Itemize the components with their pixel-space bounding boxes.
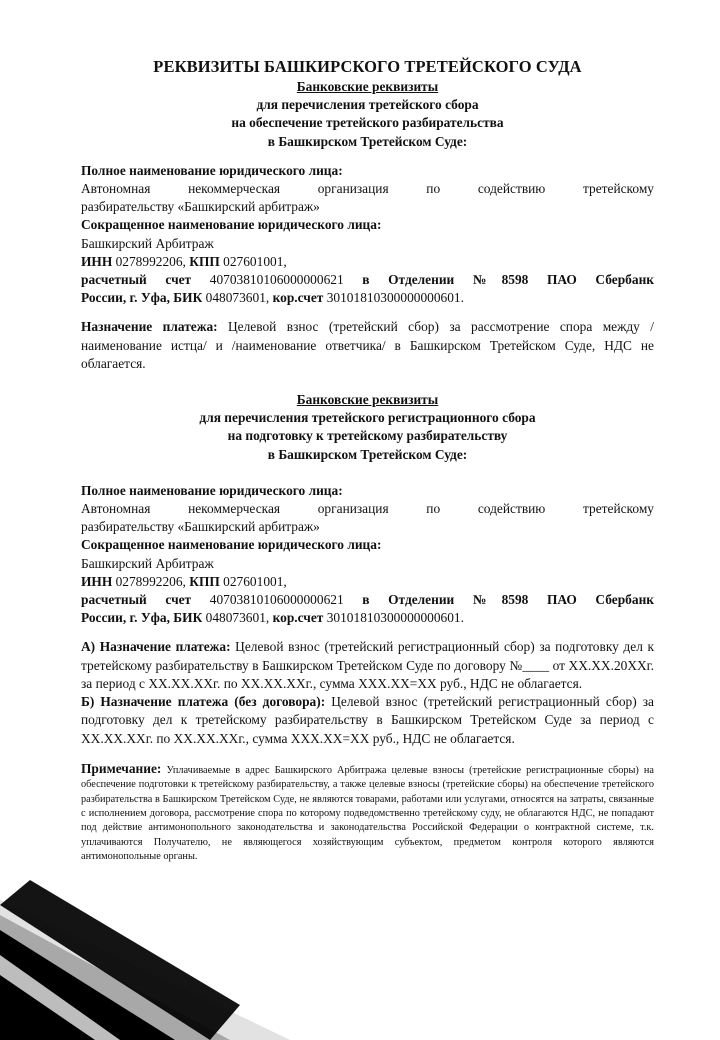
section2-heading	[81, 391, 654, 464]
section1-short-name-label: Сокращенное наименование юридического лица:	[81, 217, 382, 233]
corr-value: 30101810300000000601.	[323, 290, 464, 306]
account-label: расчетный счет	[81, 272, 192, 288]
document-page	[81, 56, 654, 865]
inn-value: 0278992206,	[112, 253, 190, 269]
section2-heading-underlined: Банковские реквизиты	[296, 392, 439, 408]
kpp-label: КПП	[189, 253, 220, 269]
purpose-text: Целевой взнос (третейский сбор) за рассмотрение спора между /наименование истца/ и /наименование ответчика/ в Башкирском Третейском Суде, НДС не облагается.	[81, 319, 655, 371]
section1-full-name-line2: разбирательству «Башкирский арбитраж»	[81, 199, 320, 215]
section2-inn-kpp	[81, 573, 654, 591]
corr-label: кор.счет	[272, 290, 324, 306]
bank-label: в Отделении №8598 ПАО Сбербанк	[362, 592, 654, 608]
section2-purpose-b	[81, 693, 654, 748]
purpose-b-text: Целевой взнос (третейский регистрационный сбор) за подготовку дел к третейскому разбирательству в Башкирском Третейском Суде за период с ХХ.ХХ.ХХг. по ХХ.ХХ.ХХг., сумма ХХХ.ХХ=ХХ руб., НДС не облагается.	[81, 694, 654, 746]
note-text: Уплачиваемые в адрес Башкирского Арбитража целевые взносы (третейские регистрационные сборы) на обеспечение подготовки к третейскому разбирательству, а также целевые взносы (третейские сборы) на обеспечение третейского разбирательства в Башкирском Третейском Суде, не являются товарами, работами или услугами, относятся на затраты, связанные с исполнением договора, рассмотрение спора по которому подведомственно третейскому суду, не облагаются НДС, не попадают под действие антимонопольного законодательства и законодательства Российской Федерации о контрактной системе, т.к. уплачиваются Получателю, не являющегося хозяйствующим субъектом, предметом контроля которого являются антимонопольные органы.	[81, 764, 654, 863]
note-label: Примечание:	[81, 760, 162, 776]
section1-full-name-line1: Автономная некоммерческая организация по содействию третейскому	[81, 181, 654, 197]
kpp-value: 027601001,	[219, 253, 287, 269]
corr-label: кор.счет	[272, 610, 324, 626]
purpose-a-label: А) Назначение платежа:	[81, 639, 231, 655]
inn-label: ИНН	[81, 253, 113, 269]
section1-full-name-label: Полное наименование юридического лица:	[81, 162, 343, 178]
section2-short-name-label: Сокращенное наименование юридического лица:	[81, 537, 382, 553]
section1-purpose	[81, 318, 654, 373]
section1-heading	[81, 78, 654, 151]
decoration-light-wedge	[0, 900, 290, 1040]
section1-short-name: Башкирский Арбитраж	[81, 235, 214, 251]
section1-heading-line: в Башкирском Третейском Суде:	[267, 133, 468, 149]
bik-value: 048073601,	[202, 610, 273, 626]
section1-heading-line: на обеспечение третейского разбирательства	[231, 115, 504, 131]
section2-short-name: Башкирский Арбитраж	[81, 555, 214, 571]
purpose-label: Назначение платежа:	[81, 319, 218, 335]
section2-heading-line: на подготовку к третейскому разбирательству	[227, 428, 508, 444]
section2-full-name-line1: Автономная некоммерческая организация по содействию третейскому	[81, 501, 654, 517]
inn-value: 0278992206,	[112, 573, 190, 589]
section1-heading-line: для перечисления третейского сбора	[256, 97, 479, 113]
purpose-a-text: Целевой взнос (третейский регистрационный сбор) за подготовку дел к третейскому разбирательству в Башкирском Третейском Суде по договору №____ от ХХ.ХХ.20ХХг. за период с ХХ.ХХ.ХХг. по ХХ.ХХ.ХХг., сумма ХХХ.ХХ=ХХ руб., НДС не облагается.	[81, 639, 654, 691]
section2-account-line	[81, 591, 654, 609]
section2-heading-line: в Башкирском Третейском Суде:	[267, 446, 468, 462]
section2-full-name-label: Полное наименование юридического лица:	[81, 482, 343, 498]
section2-bik-line	[81, 609, 654, 627]
bank-label: в Отделении №8598 ПАО Сбербанк	[362, 272, 654, 288]
section2-full-name-line2: разбирательству «Башкирский арбитраж»	[81, 519, 320, 535]
bank-city-bik-label: России, г. Уфа, БИК	[81, 290, 203, 306]
bank-city-bik-label: России, г. Уфа, БИК	[81, 610, 203, 626]
section1-heading-underlined: Банковские реквизиты	[296, 79, 439, 94]
page-title: РЕКВИЗИТЫ БАШКИРСКОГО ТРЕТЕЙСКОГО СУДА	[153, 57, 582, 76]
bik-value: 048073601,	[202, 290, 273, 306]
note-block	[81, 762, 654, 865]
section1-inn-kpp	[81, 253, 654, 271]
kpp-value: 027601001,	[219, 573, 287, 589]
decoration-dark-stripe	[0, 880, 240, 1040]
corr-value: 30101810300000000601.	[323, 610, 464, 626]
section2-purpose-a	[81, 638, 654, 693]
decoration-dark-wedge	[0, 930, 175, 1040]
account-label: расчетный счет	[81, 592, 192, 608]
section1-bik-line	[81, 289, 654, 307]
section1-account-line	[81, 271, 654, 289]
decoration-gray-wedge	[0, 915, 230, 1040]
decoration-thin-stripe	[0, 955, 120, 1040]
inn-label: ИНН	[81, 573, 113, 589]
section2-heading-line: для перечисления третейского регистрационного сбора	[199, 410, 536, 426]
account-value: 40703810106000000621	[191, 592, 363, 608]
purpose-b-label: Б) Назначение платежа (без договора):	[81, 694, 326, 710]
account-value: 40703810106000000621	[191, 272, 363, 288]
kpp-label: КПП	[189, 573, 220, 589]
